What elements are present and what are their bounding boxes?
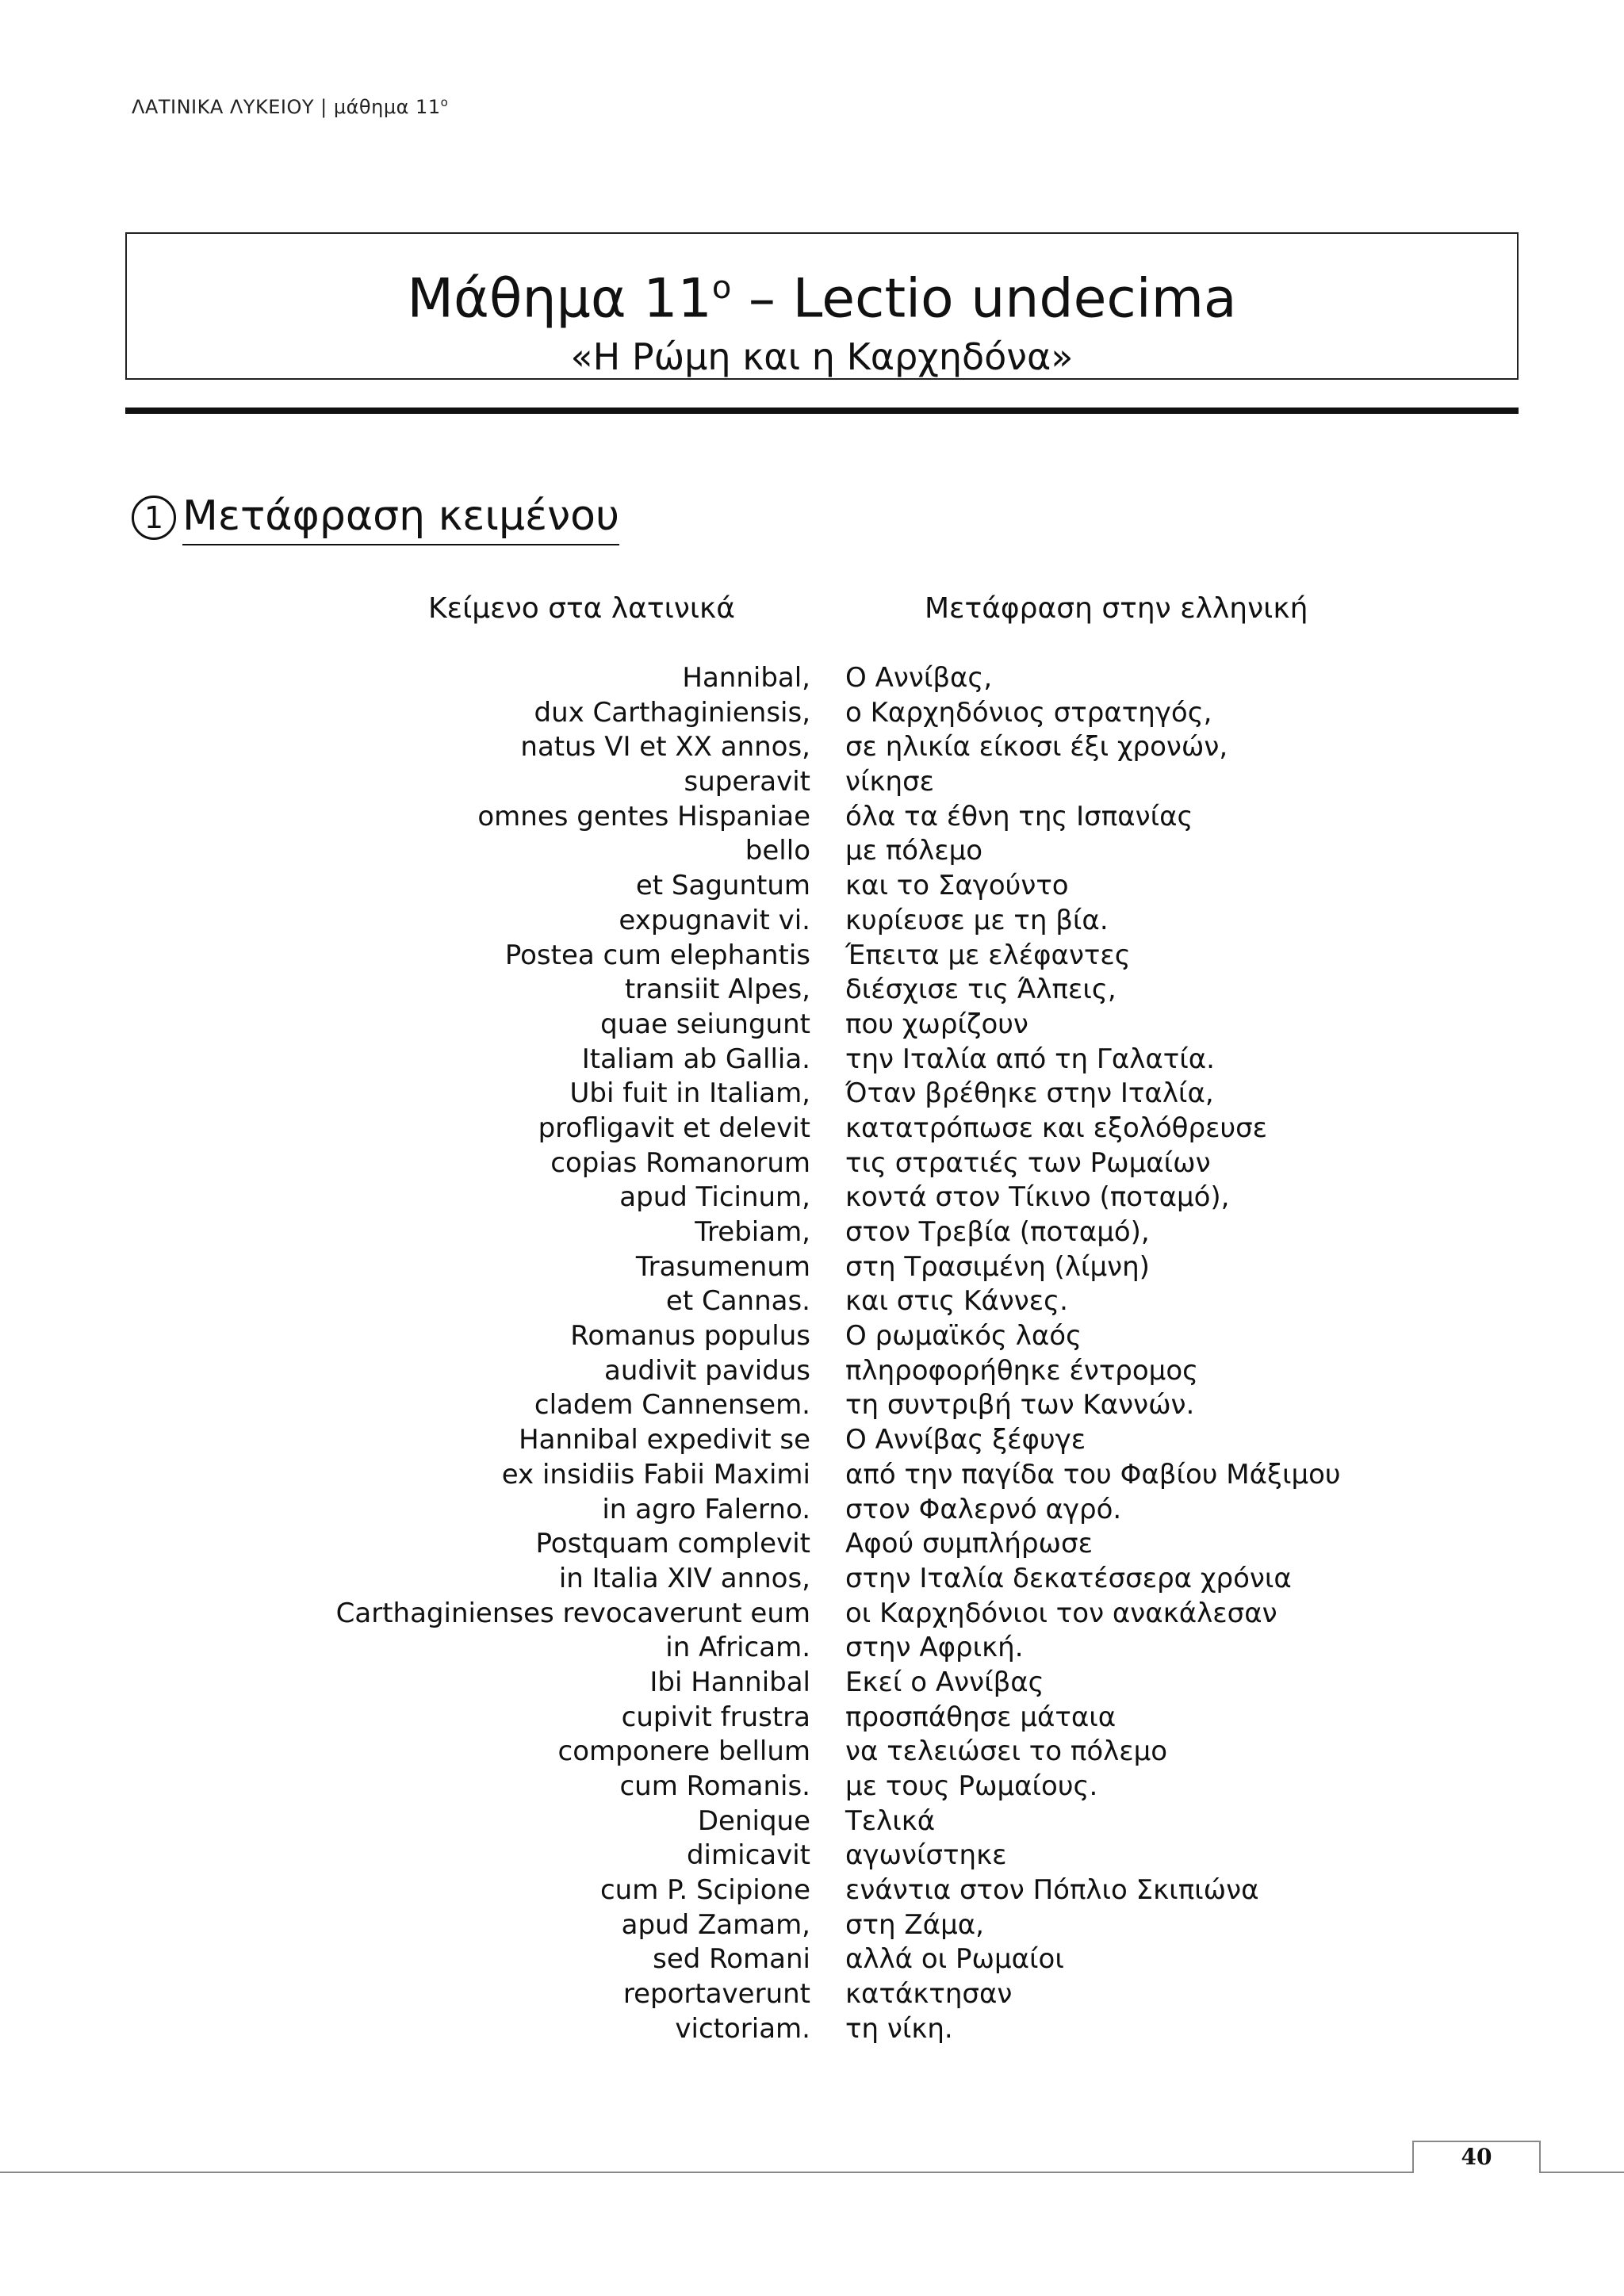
page-number: 40 <box>1461 2144 1492 2170</box>
greek-line: κατάκτησαν <box>845 1978 1013 2011</box>
latin-line: Denique <box>697 1804 810 1837</box>
latin-line: et Cannas. <box>665 1285 810 1318</box>
lesson-title-box <box>125 232 1519 380</box>
greek-line: νίκησε <box>845 766 935 798</box>
latin-line: cladem Cannensem. <box>534 1389 810 1422</box>
greek-line: την Ιταλία από τη Γαλατία. <box>845 1043 1215 1075</box>
greek-column-header: Μετάφραση στην ελληνική <box>925 592 1308 625</box>
greek-line: κατατρόπωσε και εξολόθρευσε <box>845 1112 1268 1144</box>
text-line-row <box>0 834 1624 869</box>
text-line-row <box>0 1112 1624 1146</box>
greek-line: τη συντριβή των Καννών. <box>845 1389 1195 1422</box>
greek-line: Ο Αννίβας, <box>845 662 993 694</box>
latin-line: transiit Alpes, <box>624 974 810 1006</box>
latin-line: apud Ticinum, <box>619 1181 810 1214</box>
greek-line: Αφού συμπλήρωσε <box>845 1528 1093 1560</box>
section-title: Μετάφραση κειμένου <box>182 490 619 545</box>
greek-line: Ο ρωμαϊκός λαός <box>845 1320 1082 1353</box>
greek-line: αγωνίστηκε <box>845 1839 1007 1872</box>
text-line-row <box>0 1942 1624 1977</box>
text-line-row <box>0 1873 1624 1908</box>
latin-line: et Saguntum <box>635 870 810 902</box>
text-line-row <box>0 1458 1624 1493</box>
latin-line: componere bellum <box>557 1735 810 1768</box>
lesson-title-suffix: – Lectio undecima <box>731 267 1237 331</box>
text-line-row <box>0 1043 1624 1077</box>
text-line-row <box>0 800 1624 835</box>
text-line-row <box>0 1701 1624 1735</box>
greek-line: στην Ιταλία δεκατέσσερα χρόνια <box>845 1562 1292 1594</box>
text-line-row <box>0 765 1624 800</box>
lesson-title-superscript: ο <box>711 270 732 306</box>
lesson-title-prefix: Μάθημα 11 <box>407 267 712 331</box>
text-line-row <box>0 1839 1624 1873</box>
latin-line: superavit <box>684 766 810 798</box>
text-line-row <box>0 1146 1624 1181</box>
text-line-row <box>0 1493 1624 1528</box>
text-line-row <box>0 1597 1624 1632</box>
running-header-superscript: ο <box>440 95 449 109</box>
latin-line: apud Zamam, <box>621 1908 810 1941</box>
running-header <box>132 95 448 118</box>
text-line-row <box>0 1977 1624 2012</box>
text-line-row <box>0 1077 1624 1112</box>
text-line-row <box>0 869 1624 904</box>
greek-line: κυρίευσε με τη βία. <box>845 904 1109 936</box>
latin-line: Hannibal, <box>682 662 810 694</box>
greek-line: Έπειτα με ελέφαντες <box>845 939 1131 971</box>
greek-line: προσπάθησε μάταια <box>845 1701 1116 1733</box>
greek-line: τις στρατιές των Ρωμαίων <box>845 1146 1211 1179</box>
greek-line: από την παγίδα του Φαβίου Μάξιμου <box>845 1458 1341 1490</box>
latin-line: bello <box>745 835 810 867</box>
latin-line: victoriam. <box>675 2012 810 2045</box>
text-line-row <box>0 661 1624 696</box>
greek-line: τη νίκη. <box>845 2012 953 2045</box>
greek-line: πληροφορήθηκε έντρομος <box>845 1354 1199 1387</box>
text-line-row <box>0 730 1624 765</box>
text-line-row <box>0 1562 1624 1597</box>
text-line-row <box>0 973 1624 1008</box>
greek-line: να τελειώσει το πόλεμο <box>845 1735 1168 1768</box>
latin-line: profligavit et delevit <box>538 1112 810 1144</box>
greek-line: όλα τα έθνη της Ισπανίας <box>845 800 1193 832</box>
latin-line: cum P. Scipione <box>599 1874 810 1907</box>
greek-line: διέσχισε τις Άλπεις, <box>845 974 1116 1006</box>
text-line-row <box>0 1008 1624 1043</box>
latin-line: dimicavit <box>686 1839 810 1872</box>
greek-line: Τελικά <box>845 1804 936 1837</box>
latin-line: copias Romanorum <box>550 1146 810 1179</box>
latin-line: Hannibal expedivit se <box>519 1424 810 1456</box>
parallel-text <box>0 661 1624 2047</box>
section-number-circle: 1 <box>132 496 176 540</box>
title-divider <box>125 408 1519 414</box>
lesson-subtitle: «Η Ρώμη και η Καρχηδόνα» <box>570 335 1074 378</box>
text-line-row <box>0 1284 1624 1319</box>
latin-line: cupivit frustra <box>621 1701 810 1733</box>
text-line-row <box>0 1735 1624 1770</box>
greek-line: αλλά οι Ρωμαίοι <box>845 1943 1064 1976</box>
latin-line: reportaverunt <box>622 1978 810 2011</box>
text-line-row <box>0 1215 1624 1250</box>
greek-line: Εκεί ο Αννίβας <box>845 1666 1044 1698</box>
latin-line: natus VI et XX annos, <box>520 731 810 763</box>
greek-line: στον Φαλερνό αγρό. <box>845 1493 1122 1525</box>
text-line-row <box>0 1354 1624 1389</box>
greek-line: ο Καρχηδόνιος στρατηγός, <box>845 696 1212 729</box>
text-line-row <box>0 1250 1624 1285</box>
greek-line: με πόλεμο <box>845 835 983 867</box>
text-line-row <box>0 1631 1624 1666</box>
text-line-row <box>0 2012 1624 2047</box>
latin-line: Postea cum elephantis <box>504 939 810 971</box>
greek-line: με τους Ρωμαίους. <box>845 1770 1098 1802</box>
latin-line: Ubi fuit in Italiam, <box>569 1077 810 1110</box>
latin-line: Ibi Hannibal <box>649 1666 810 1698</box>
greek-line: που χωρίζουν <box>845 1008 1028 1040</box>
greek-line: κοντά στον Τίκινο (ποταμό), <box>845 1181 1230 1214</box>
latin-line: expugnavit vi. <box>619 904 810 936</box>
greek-line: στη Τρασιμένη (λίμνη) <box>845 1250 1150 1283</box>
section-heading <box>132 490 619 545</box>
latin-line: Trebiam, <box>695 1216 810 1248</box>
latin-line: dux Carthaginiensis, <box>534 696 810 729</box>
greek-line: στον Τρεβία (ποταμό), <box>845 1216 1150 1248</box>
latin-line: sed Romani <box>653 1943 810 1976</box>
greek-line: Ο Αννίβας ξέφυγε <box>845 1424 1086 1456</box>
latin-line: quae seiungunt <box>600 1008 810 1040</box>
text-line-row <box>0 1423 1624 1458</box>
lesson-title <box>127 254 1517 333</box>
latin-line: Romanus populus <box>570 1320 810 1353</box>
text-line-row <box>0 904 1624 939</box>
running-header-text: ΛΑΤΙΝΙΚΑ ΛΥΚΕΙΟΥ | μάθημα 11 <box>132 96 441 118</box>
latin-line: Trasumenum <box>635 1250 810 1283</box>
greek-line: οι Καρχηδόνιοι τον ανακάλεσαν <box>845 1597 1277 1629</box>
page-number-tab <box>1412 2141 1541 2173</box>
greek-line: Όταν βρέθηκε στην Ιταλία, <box>845 1077 1214 1110</box>
text-line-row <box>0 939 1624 974</box>
greek-line: στην Αφρική. <box>845 1632 1024 1664</box>
text-line-row <box>0 1804 1624 1839</box>
text-line-row <box>0 1388 1624 1423</box>
latin-line: ex insidiis Fabii Maximi <box>501 1458 810 1490</box>
text-line-row <box>0 696 1624 731</box>
latin-line: in Italia XIV annos, <box>558 1562 810 1594</box>
text-line-row <box>0 1527 1624 1562</box>
greek-line: και το Σαγούντο <box>845 870 1069 902</box>
greek-line: σε ηλικία είκοσι έξι χρονών, <box>845 731 1228 763</box>
latin-line: audivit pavidus <box>604 1354 810 1387</box>
latin-line: cum Romanis. <box>619 1770 810 1802</box>
text-line-row <box>0 1908 1624 1943</box>
latin-line: in Africam. <box>665 1632 810 1664</box>
greek-line: στη Ζάμα, <box>845 1908 984 1941</box>
text-line-row <box>0 1181 1624 1215</box>
latin-line: in agro Falerno. <box>602 1493 810 1525</box>
greek-line: και στις Κάννες. <box>845 1285 1068 1318</box>
latin-line: Italiam ab Gallia. <box>581 1043 810 1075</box>
latin-line: omnes gentes Hispaniae <box>477 800 810 832</box>
latin-line: Postquam complevit <box>535 1528 810 1560</box>
latin-line: Carthaginienses revocaverunt eum <box>335 1597 810 1629</box>
footer-rule <box>0 2172 1624 2173</box>
latin-column-header: Κείμενο στα λατινικά <box>428 592 735 625</box>
text-line-row <box>0 1319 1624 1354</box>
greek-line: ενάντια στον Πόπλιο Σκιπιώνα <box>845 1874 1259 1907</box>
text-line-row <box>0 1666 1624 1701</box>
text-line-row <box>0 1770 1624 1804</box>
